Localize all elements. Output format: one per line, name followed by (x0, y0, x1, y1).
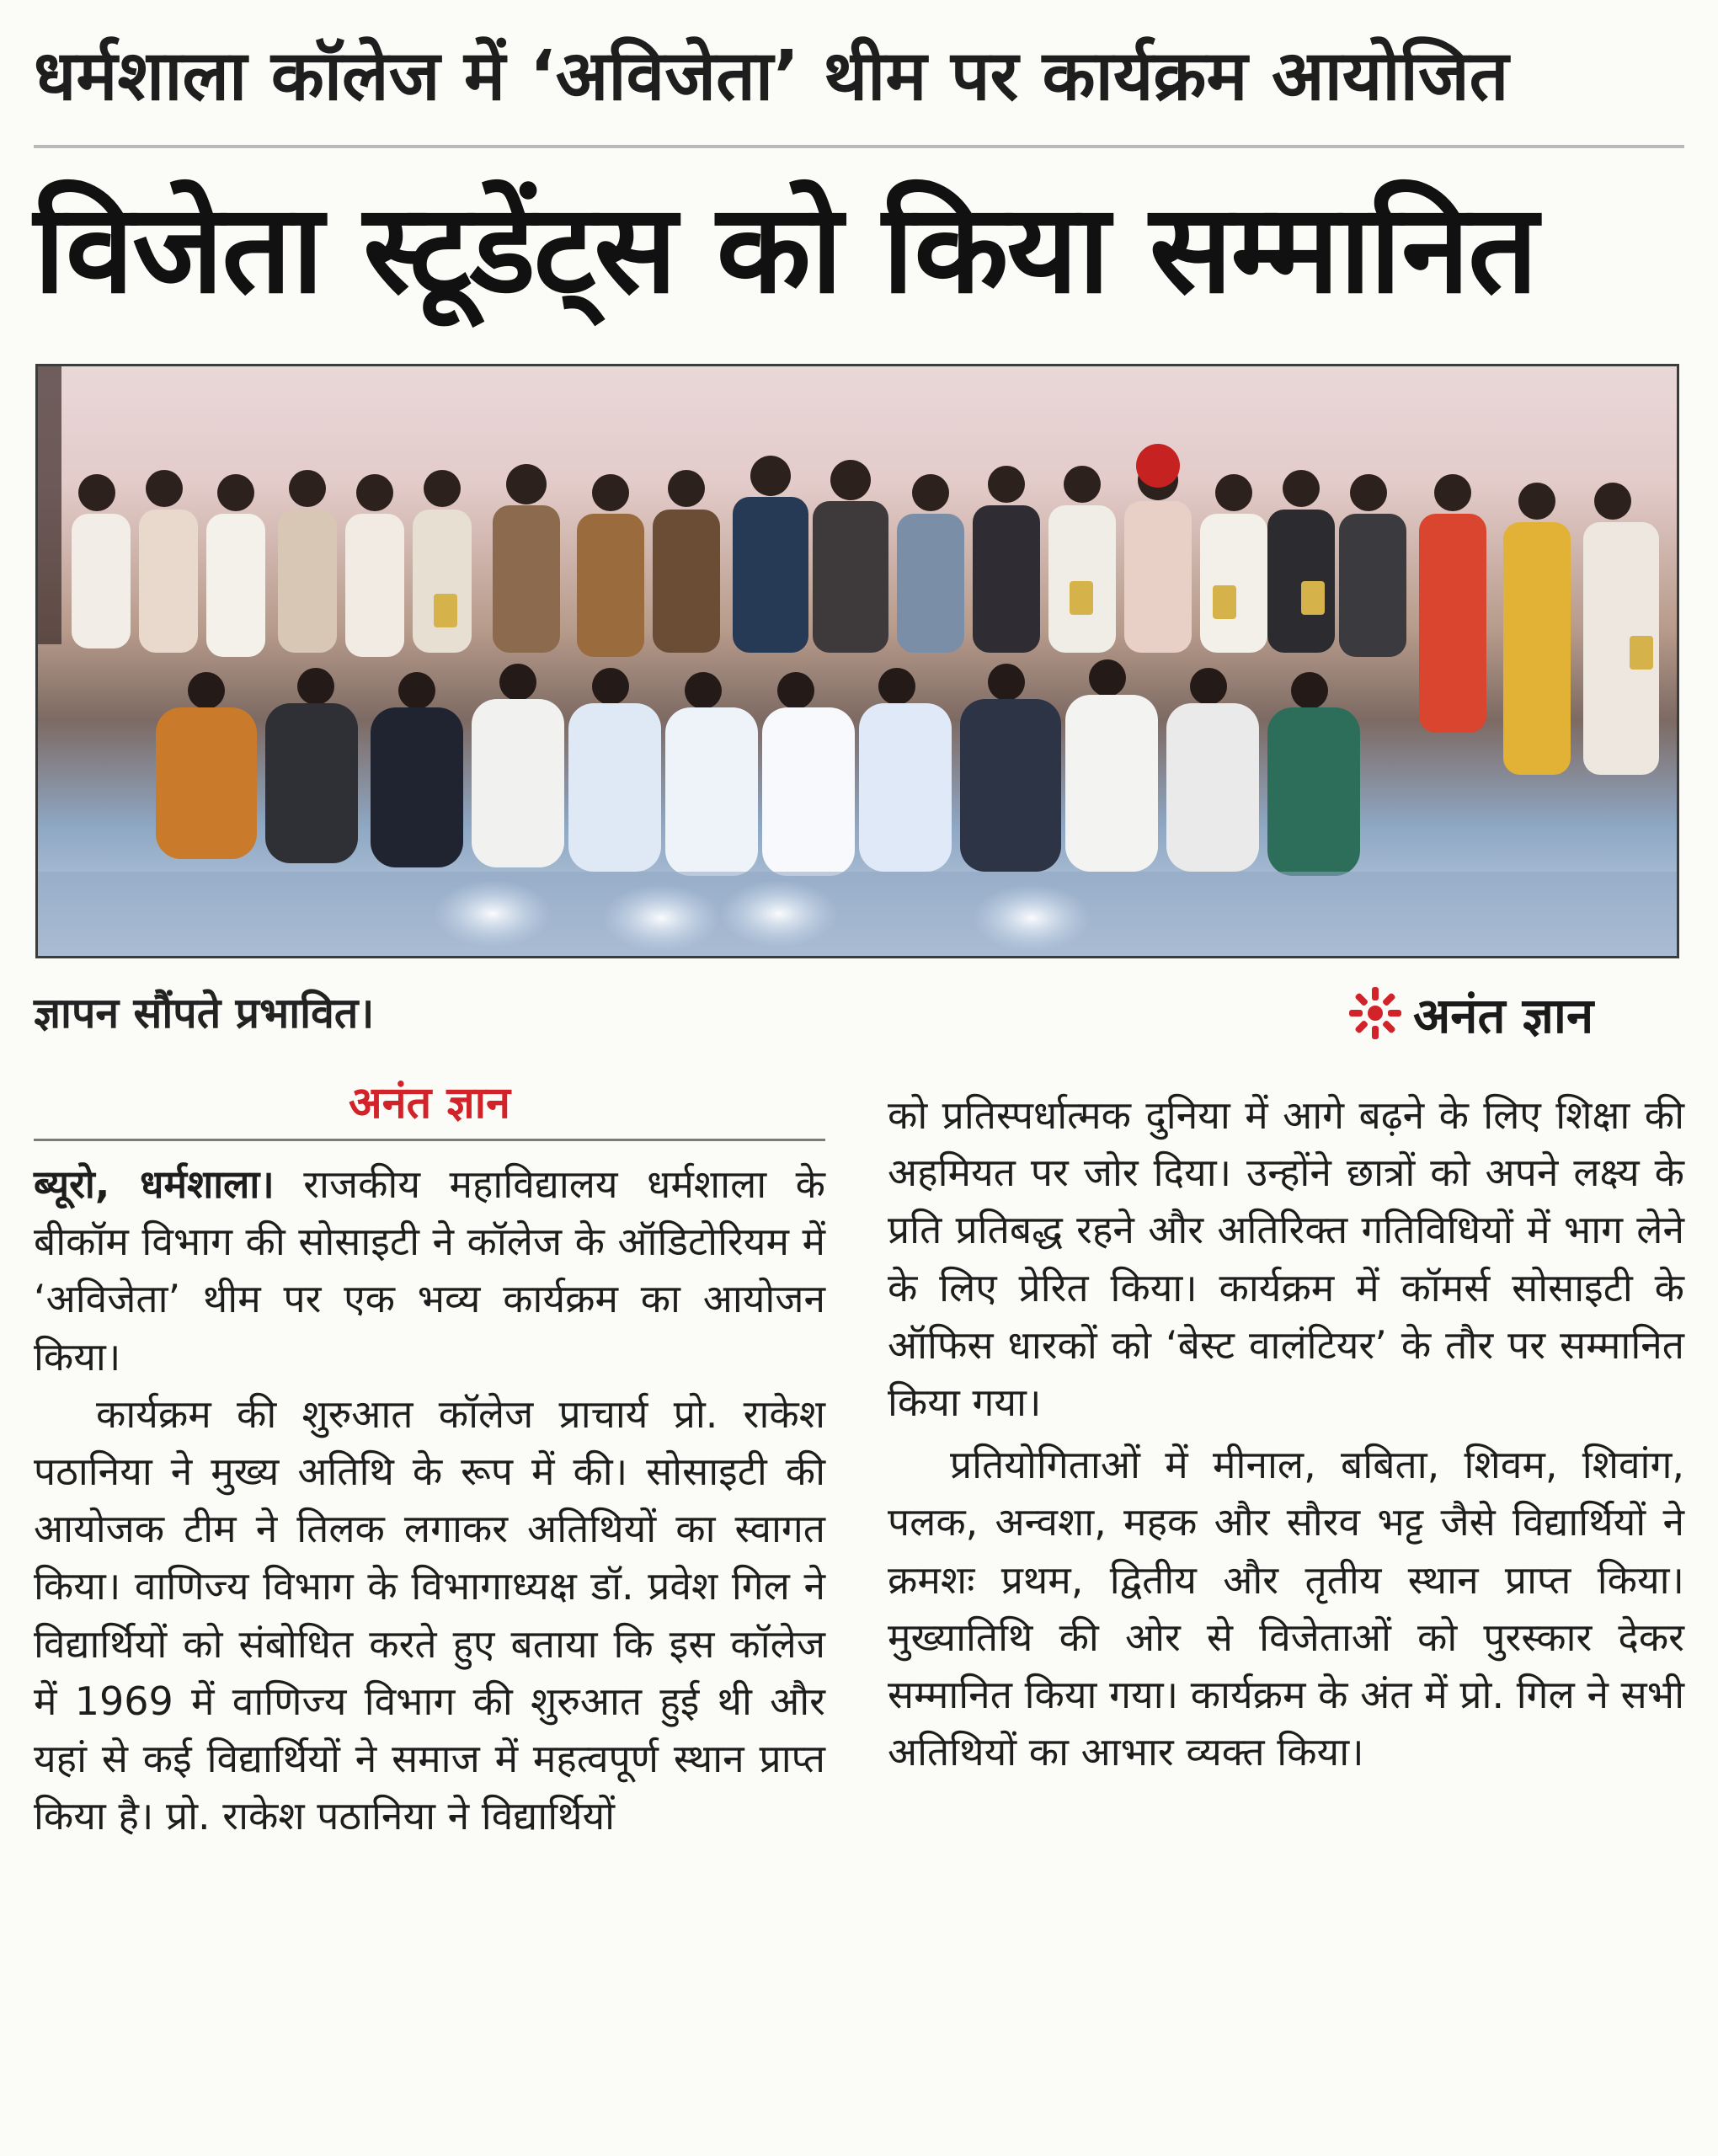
group-photo-illustration (38, 366, 1677, 956)
article-column-right (888, 1086, 1684, 1780)
paragraph-body-1: कार्यक्रम की शुरुआत कॉलेज प्राचार्य प्रो. राकेश पठानिया ने मुख्य अतिथि के रूप में की। सोसाइटी की आयोजक टीम ने तिलक लगाकर अतिथियों का स्वागत किया। वाणिज्य विभाग के विभागाध्यक्ष डॉ. प्रवेश गिल ने विद्यार्थियों को संबोधित करते हुए बताया कि इस कॉलेज में 1969 में वाणिज्य विभाग की शुरुआत हुई थी और यहां से कई विद्यार्थियों ने समाज में महत्वपूर्ण स्थान प्राप्त किया है। प्रो. राकेश पठानिया ने विद्यार्थियों (34, 1390, 825, 1839)
paragraph-intro (34, 1155, 825, 1385)
publication-brand (1347, 981, 1593, 1045)
group-photo (35, 364, 1679, 958)
paragraph-intro-text: राजकीय महाविद्यालय धर्मशाला के बीकॉम विभाग की सोसाइटी ने कॉलेज के ऑडिटोरियम में ‘अविजेता’ थीम पर एक भव्य कार्यक्रम का आयोजन किया। (34, 1161, 826, 1380)
photo-caption: ज्ञापन सौंपते प्रभावित। (34, 989, 375, 1038)
byline: अनंत ज्ञान (349, 1078, 510, 1129)
article-column-left (34, 1155, 825, 1844)
dateline: ब्यूरो, धर्मशाला। (34, 1161, 275, 1207)
paragraph-body-3: प्रतियोगिताओं में मीनाल, बबिता, शिवम, शिवांग, पलक, अन्वशा, महक और सौरव भट्ट जैसे विद्यार्थियों ने क्रमशः प्रथम, द्वितीय और तृतीय स्थान प्राप्त किया। मुख्यातिथि की ओर से विजेताओं को पुरस्कार देकर सम्मानित किया गया। कार्यक्रम के अंत में प्रो. गिल ने सभी अतिथियों का आभार व्यक्त किया। (888, 1442, 1684, 1775)
paragraph-body-2: को प्रतिस्पर्धात्मक दुनिया में आगे बढ़ने के लिए शिक्षा की अहमियत पर जोर दिया। उन्होंने छात्रों को अपने लक्ष्य के प्रति प्रतिबद्ध रहने और अतिरिक्त गतिविधियों में भाग लेने के लिए प्रेरित किया। कार्यक्रम में कॉमर्स सोसाइटी के ऑफिस धारकों को ‘बेस्ट वालंटियर’ के तौर पर सम्मानित किया गया। (888, 1092, 1684, 1426)
article-kicker: धर्मशाला कॉलेज में ‘अविजेता’ थीम पर कार्यक्रम आयोजित (34, 36, 1509, 116)
kicker-divider (34, 145, 1684, 148)
brand-logo-icon (1347, 985, 1403, 1041)
brand-name: अनंत ज्ञान (1413, 986, 1594, 1044)
article-headline: विजेता स्टूडेंट्स को किया सम्मानित (34, 178, 1537, 321)
byline-divider (34, 1139, 825, 1141)
